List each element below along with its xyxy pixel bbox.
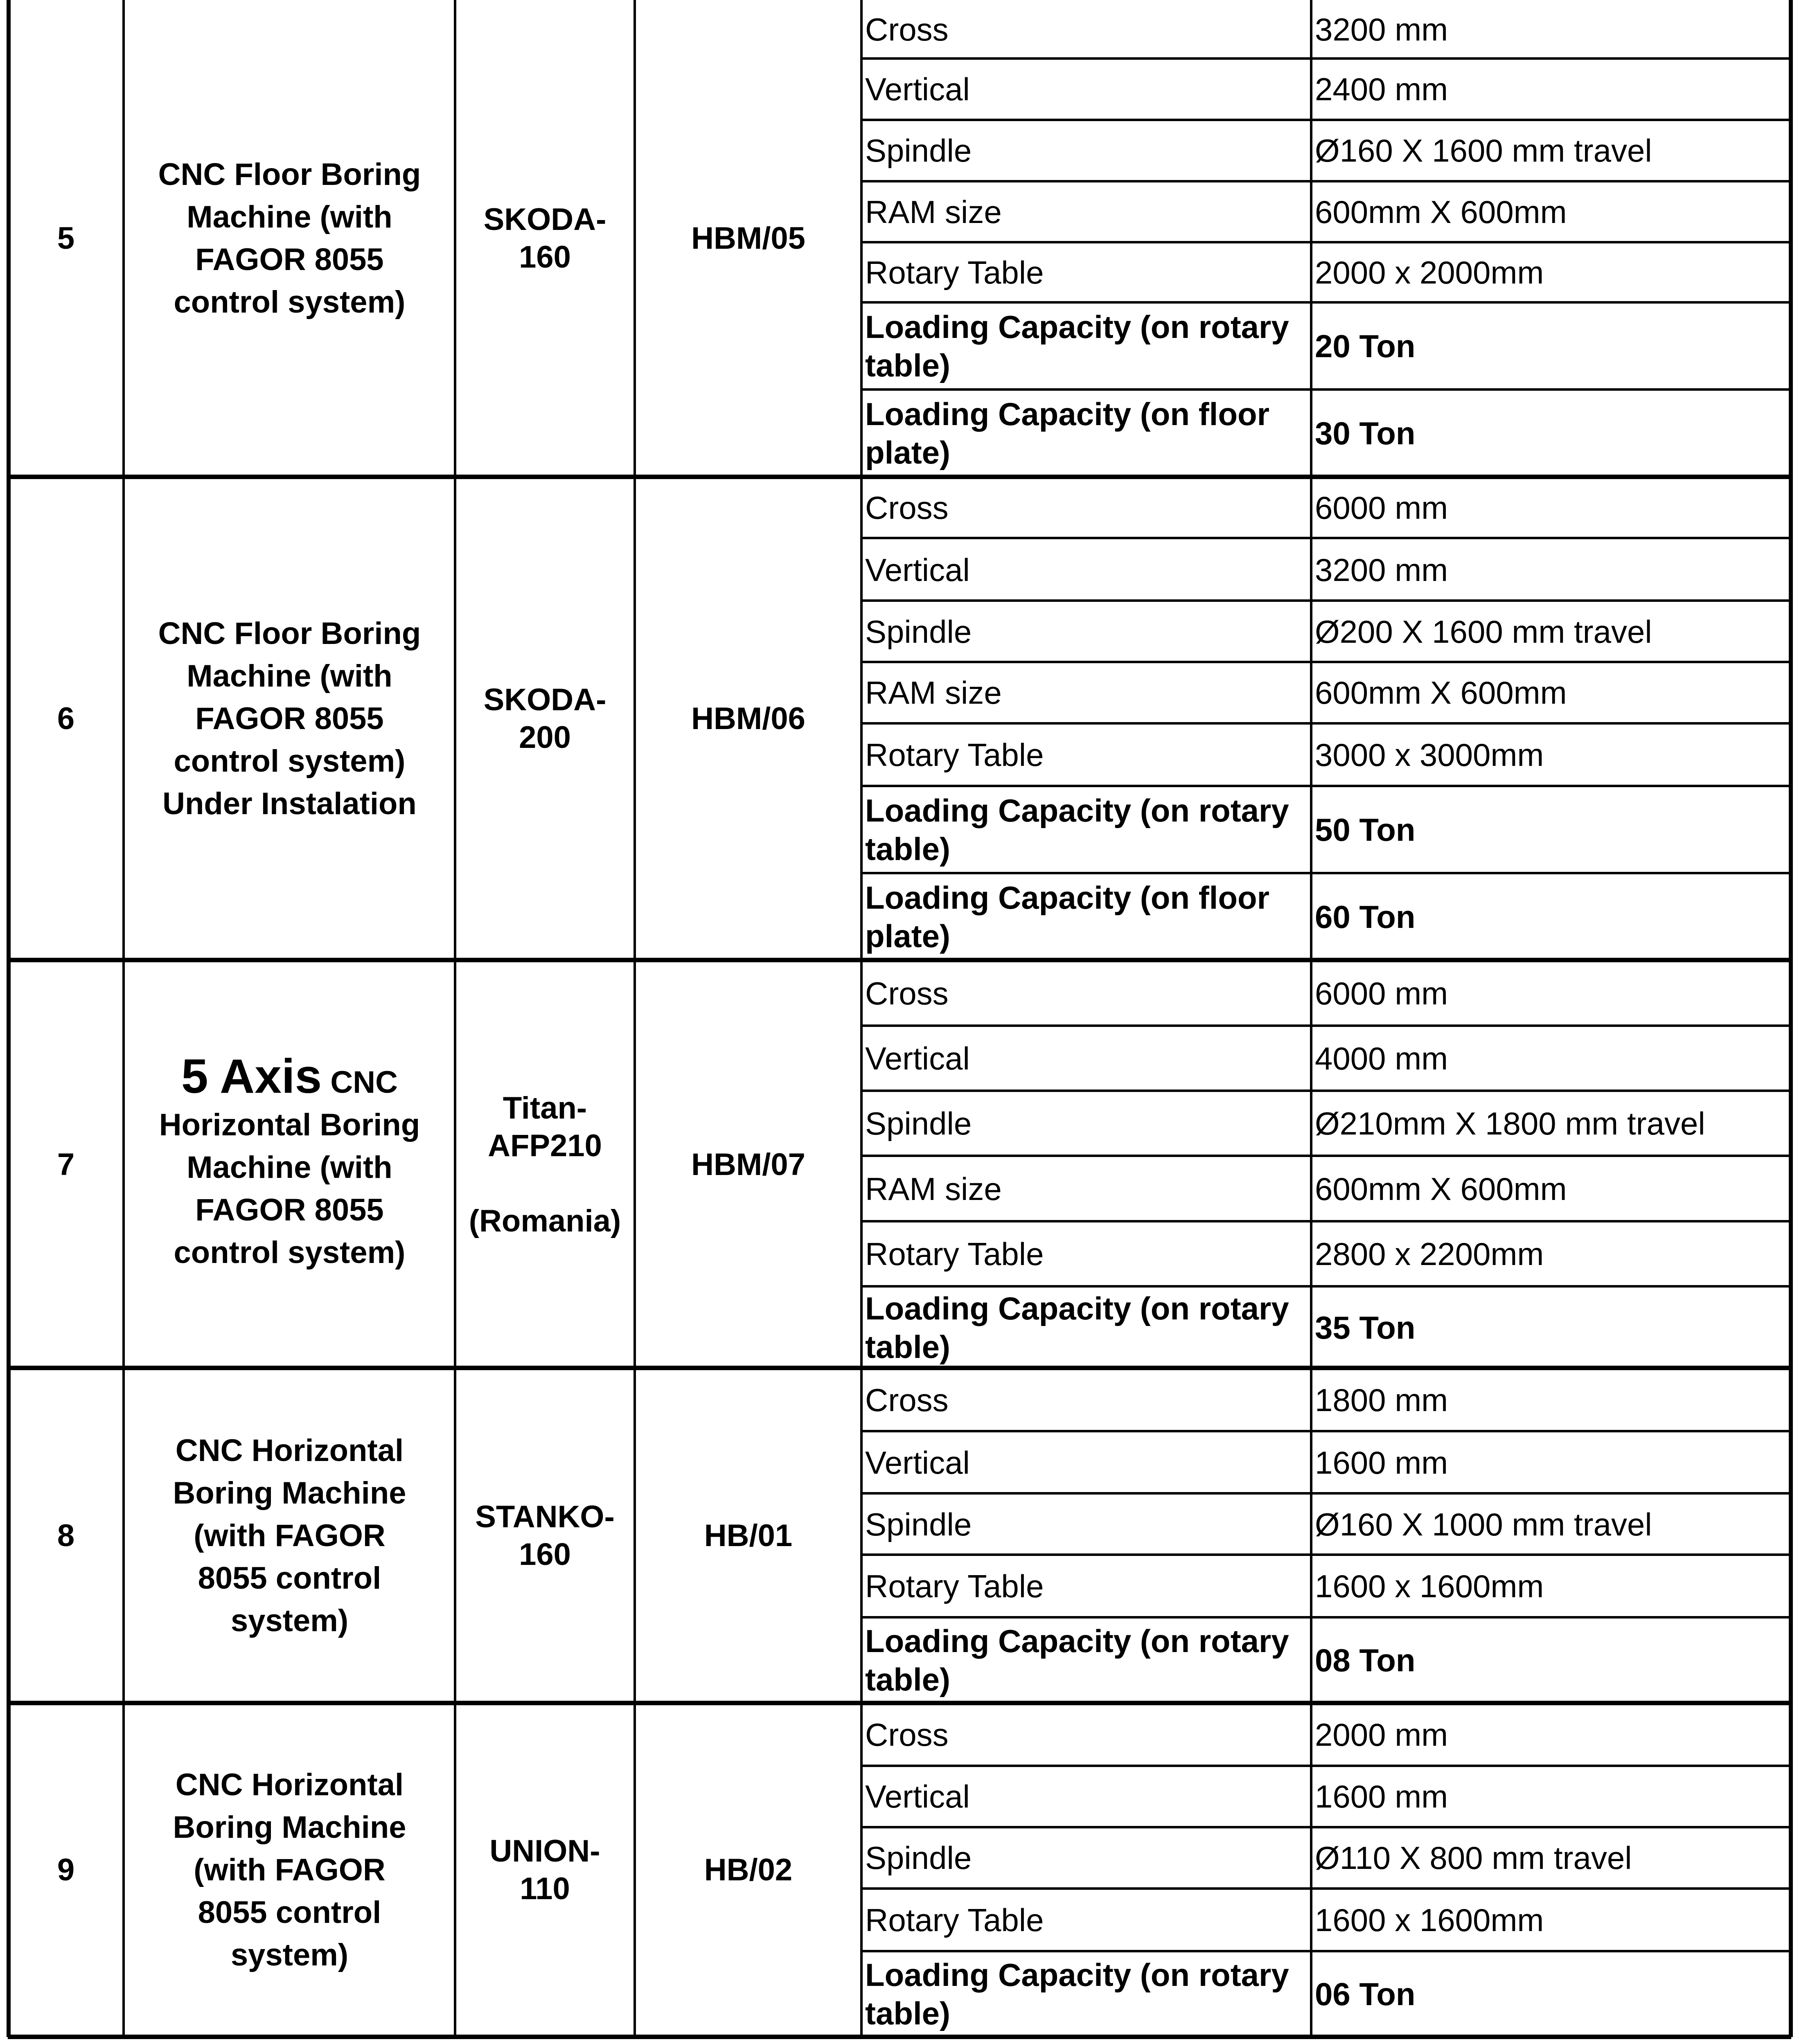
param-row-rule [862, 1285, 1791, 1288]
model-line: SKODA- [483, 202, 606, 237]
param-value-cell [1312, 1703, 1791, 1766]
model-line: 200 [519, 720, 571, 755]
description-highlight: 5 Axis [181, 1049, 322, 1103]
param-name: Loading Capacity (on rotary table) [865, 1290, 1289, 1365]
param-name-cell [862, 961, 1312, 1026]
param-row-rule [862, 722, 1791, 725]
param-name: Loading Capacity (on rotary table) [865, 1957, 1289, 2031]
param-value: 1600 x 1600mm [1315, 1568, 1544, 1604]
param-name-cell [862, 601, 1312, 662]
param-value: 20 Ton [1315, 328, 1416, 364]
param-row-rule [862, 1616, 1791, 1619]
param-value-cell [1312, 243, 1791, 302]
param-name: Rotary Table [865, 254, 1044, 290]
param-name-cell [862, 538, 1312, 601]
param-row-rule [862, 1826, 1791, 1828]
description-line: system) [230, 1603, 349, 1638]
model-line: UNION- [489, 1834, 600, 1868]
param-name-cell [862, 723, 1312, 786]
param-row-rule [862, 1155, 1791, 1157]
description-first-rest: CNC [322, 1065, 398, 1100]
model-line: AFP210 [488, 1128, 602, 1163]
description-line: control system) [174, 744, 406, 779]
model-line [541, 1165, 549, 1202]
param-name-cell [862, 1889, 1312, 1951]
description-first-line [181, 1049, 398, 1104]
param-row-rule [862, 1220, 1791, 1222]
param-value-cell [1312, 1827, 1791, 1889]
param-row-rule [862, 1090, 1791, 1092]
sl-no-cell [8, 1369, 124, 1703]
param-value: 35 Ton [1315, 1309, 1416, 1346]
param-name: Loading Capacity (on floor plate) [865, 880, 1269, 954]
param-row-rule [862, 661, 1791, 663]
sl-no: 7 [57, 1147, 75, 1182]
param-value: 1800 mm [1315, 1382, 1448, 1418]
param-value: 600mm X 600mm [1315, 194, 1567, 230]
param-value: 600mm X 600mm [1315, 675, 1567, 711]
description-cell [124, 0, 455, 477]
column-rule [7, 0, 11, 2037]
description-line: Machine (with [187, 659, 392, 693]
param-name: RAM size [865, 194, 1002, 230]
param-value: Ø160 X 1000 mm travel [1315, 1506, 1652, 1542]
param-value-cell [1312, 1889, 1791, 1951]
param-name: Cross [865, 490, 949, 526]
param-name-cell [862, 1494, 1312, 1555]
description-line: Machine (with [187, 1150, 392, 1185]
param-name-cell [862, 1617, 1312, 1703]
param-value-cell [1312, 389, 1791, 477]
param-value: 4000 mm [1315, 1040, 1448, 1076]
machine-id: HB/02 [704, 1853, 793, 1887]
machine-id-cell [635, 1703, 862, 2037]
param-name-cell [862, 1766, 1312, 1827]
param-name: Spindle [865, 1506, 972, 1542]
description-line: CNC Floor Boring [158, 157, 421, 192]
description-line: (with FAGOR [194, 1518, 386, 1553]
param-row-rule [862, 119, 1791, 121]
param-value-cell [1312, 1221, 1791, 1286]
machine-id: HBM/07 [691, 1147, 805, 1182]
description-line: CNC Floor Boring [158, 616, 421, 651]
machine-id: HBM/06 [691, 701, 805, 736]
param-row-rule [862, 537, 1791, 539]
description-line: Boring Machine [173, 1810, 406, 1845]
param-value: 1600 mm [1315, 1778, 1448, 1814]
param-row-rule [862, 1553, 1791, 1556]
param-value-cell [1312, 723, 1791, 786]
param-name: Rotary Table [865, 1568, 1044, 1604]
column-rule [454, 0, 456, 2037]
param-name: Rotary Table [865, 1902, 1044, 1938]
model-cell [455, 961, 635, 1369]
param-value: 30 Ton [1315, 415, 1416, 451]
param-value: 3000 x 3000mm [1315, 736, 1544, 773]
param-value-cell [1312, 1369, 1791, 1431]
param-value-cell [1312, 538, 1791, 601]
param-name: Loading Capacity (on floor plate) [865, 396, 1269, 470]
param-value-cell [1312, 302, 1791, 389]
param-name: Cross [865, 1716, 949, 1753]
param-name: Cross [865, 975, 949, 1011]
sl-no-cell [8, 961, 124, 1369]
param-name: Vertical [865, 1778, 970, 1814]
description-line: FAGOR 8055 [195, 242, 384, 277]
param-value: 600mm X 600mm [1315, 1171, 1567, 1207]
param-name: Rotary Table [865, 736, 1044, 773]
param-name-cell [862, 1703, 1312, 1766]
description-line: control system) [174, 285, 406, 320]
param-name-cell [862, 0, 1312, 59]
param-name: Loading Capacity (on rotary table) [865, 792, 1289, 867]
column-rule [860, 0, 863, 2037]
param-name-cell [862, 873, 1312, 961]
param-name: Loading Capacity (on rotary table) [865, 1623, 1289, 1697]
param-value-cell [1312, 1091, 1791, 1156]
param-name-cell [862, 1951, 1312, 2037]
description-line: control system) [174, 1235, 406, 1270]
model-line: 110 [520, 1871, 570, 1906]
param-row-rule [862, 1887, 1791, 1890]
param-name-cell [862, 1156, 1312, 1221]
param-row-rule [862, 872, 1791, 874]
param-value: Ø200 X 1600 mm travel [1315, 613, 1652, 650]
param-row-rule [862, 1430, 1791, 1432]
param-value: 6000 mm [1315, 490, 1448, 526]
description-line: 8055 control [198, 1561, 381, 1596]
sl-no: 8 [57, 1518, 75, 1553]
description-cell [124, 477, 455, 961]
model-line: Titan- [503, 1090, 587, 1126]
param-row-rule [862, 1024, 1791, 1027]
param-row-rule [862, 180, 1791, 182]
param-name-cell [862, 59, 1312, 120]
machine-id-cell [635, 477, 862, 961]
param-name-cell [862, 1286, 1312, 1369]
param-value: 50 Ton [1315, 811, 1416, 848]
machine-id: HB/01 [704, 1518, 793, 1553]
description-line: FAGOR 8055 [195, 1193, 384, 1227]
param-value-cell [1312, 1026, 1791, 1091]
param-name: Rotary Table [865, 1236, 1044, 1272]
model-cell [455, 1369, 635, 1703]
column-rule [633, 0, 636, 2037]
param-value: 2800 x 2200mm [1315, 1236, 1544, 1272]
param-name-cell [862, 120, 1312, 181]
param-value: Ø110 X 800 mm travel [1315, 1840, 1632, 1876]
param-value-cell [1312, 120, 1791, 181]
param-name-cell [862, 302, 1312, 389]
description-line: (with FAGOR [194, 1853, 386, 1887]
param-value: Ø160 X 1600 mm travel [1315, 133, 1652, 169]
param-row-rule [862, 388, 1791, 391]
param-value-cell [1312, 601, 1791, 662]
model-line: (Romania) [469, 1203, 621, 1238]
model-line: 160 [519, 240, 571, 275]
machine-id-cell [635, 0, 862, 477]
param-name-cell [862, 181, 1312, 243]
param-name: Cross [865, 11, 949, 47]
param-name: RAM size [865, 675, 1002, 711]
param-name-cell [862, 389, 1312, 477]
param-value-cell [1312, 1494, 1791, 1555]
description-line: Boring Machine [173, 1476, 406, 1510]
param-name: Vertical [865, 71, 970, 107]
param-value-cell [1312, 1286, 1791, 1369]
description-cell [124, 1369, 455, 1703]
description-line: CNC Horizontal [175, 1433, 404, 1468]
description-line: Horizontal Boring [159, 1108, 420, 1142]
param-row-rule [862, 1492, 1791, 1495]
model-line: 160 [519, 1537, 571, 1572]
machine-id: HBM/05 [691, 221, 805, 256]
param-value: 2400 mm [1315, 71, 1448, 107]
sl-no: 6 [57, 701, 75, 736]
param-value: 2000 mm [1315, 1716, 1448, 1753]
param-name-cell [862, 477, 1312, 538]
param-value-cell [1312, 662, 1791, 723]
column-rule [1310, 0, 1312, 2037]
param-name-cell [862, 1555, 1312, 1617]
param-name-cell [862, 662, 1312, 723]
param-value-cell [1312, 1617, 1791, 1703]
param-name-cell [862, 1431, 1312, 1494]
param-name: RAM size [865, 1171, 1002, 1207]
description-line: CNC Horizontal [175, 1767, 404, 1802]
column-rule [1789, 0, 1793, 2037]
param-name-cell [862, 786, 1312, 873]
param-value-cell [1312, 961, 1791, 1026]
param-name-cell [862, 1026, 1312, 1091]
param-name: Cross [865, 1382, 949, 1418]
param-row-rule [862, 57, 1791, 60]
model-cell [455, 0, 635, 477]
param-row-rule [862, 241, 1791, 243]
param-value-cell [1312, 786, 1791, 873]
sl-no-cell [8, 0, 124, 477]
param-name: Spindle [865, 1105, 972, 1141]
param-value-cell [1312, 0, 1791, 59]
row-separator [8, 2035, 1791, 2039]
param-value-cell [1312, 1951, 1791, 2037]
model-line: SKODA- [483, 682, 606, 717]
param-value: 08 Ton [1315, 1642, 1416, 1678]
param-value-cell [1312, 873, 1791, 961]
param-value-cell [1312, 1431, 1791, 1494]
param-value-cell [1312, 1156, 1791, 1221]
param-row-rule [862, 785, 1791, 787]
param-value: 60 Ton [1315, 899, 1416, 935]
param-value: 1600 x 1600mm [1315, 1902, 1544, 1938]
description-line: FAGOR 8055 [195, 701, 384, 736]
param-row-rule [862, 599, 1791, 602]
param-name-cell [862, 1369, 1312, 1431]
param-name: Spindle [865, 133, 972, 169]
param-value: 3200 mm [1315, 11, 1448, 47]
param-value-cell [1312, 1555, 1791, 1617]
param-name-cell [862, 243, 1312, 302]
model-cell [455, 1703, 635, 2037]
sl-no-cell [8, 477, 124, 961]
description-line: system) [230, 1938, 349, 1972]
param-row-rule [862, 1950, 1791, 1952]
model-line: STANKO- [475, 1499, 615, 1534]
description-cell [124, 1703, 455, 2037]
param-name: Vertical [865, 1040, 970, 1076]
param-name: Vertical [865, 1444, 970, 1481]
param-value: Ø210mm X 1800 mm travel [1315, 1105, 1705, 1141]
param-value: 06 Ton [1315, 1976, 1416, 2012]
param-name: Loading Capacity (on rotary table) [865, 308, 1289, 383]
param-name: Spindle [865, 613, 972, 650]
param-value-cell [1312, 181, 1791, 243]
param-name: Spindle [865, 1840, 972, 1876]
param-value: 6000 mm [1315, 975, 1448, 1011]
model-cell [455, 477, 635, 961]
sl-no-cell [8, 1703, 124, 2037]
param-value: 1600 mm [1315, 1444, 1448, 1481]
param-name: Vertical [865, 552, 970, 588]
description-cell [124, 961, 455, 1369]
param-name-cell [862, 1221, 1312, 1286]
param-name-cell [862, 1827, 1312, 1889]
machine-id-cell [635, 1369, 862, 1703]
param-value: 3200 mm [1315, 552, 1448, 588]
param-value-cell [1312, 477, 1791, 538]
param-value-cell [1312, 59, 1791, 120]
sl-no: 9 [57, 1853, 75, 1887]
machine-id-cell [635, 961, 862, 1369]
param-row-rule [862, 301, 1791, 304]
column-rule [122, 0, 125, 2037]
param-value-cell [1312, 1766, 1791, 1827]
param-name-cell [862, 1091, 1312, 1156]
description-line: Under Instalation [162, 786, 417, 821]
description-line: 8055 control [198, 1895, 381, 1930]
param-value: 2000 x 2000mm [1315, 254, 1544, 290]
sl-no: 5 [57, 221, 75, 256]
param-row-rule [862, 1765, 1791, 1767]
description-line: Machine (with [187, 200, 392, 234]
